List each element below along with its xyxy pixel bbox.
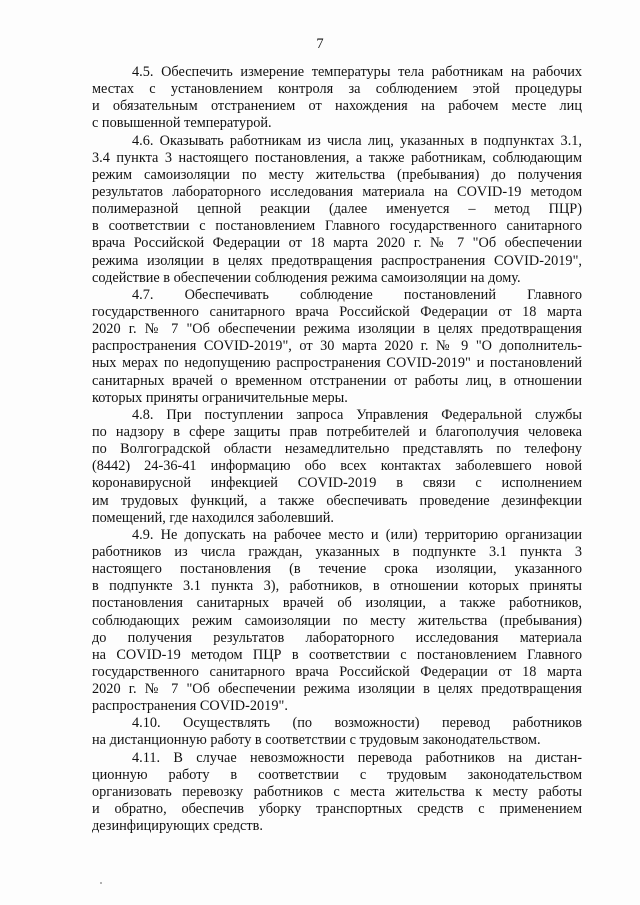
text-line: в соответствии с постановлением Главного государственного санитарного [92,218,582,235]
scan-speck [100,882,102,884]
text-line: которых приняты ограничительные меры. [92,389,348,406]
text-line: ционную работу в соответствии с трудовым законодательством [92,766,582,783]
text-line: соблюдающих режим самоизоляции по месту жительства (пребывания) [92,612,582,629]
text-line: работников из числа граждан, указанных в подпункте 3.1 пункта 3 [92,543,582,560]
text-line: ных мерах по недопущению распространения COVID-2019" и постановлений [92,355,582,372]
text-line: 4.5. Обеспечить измерение температуры тела работникам на рабочих [132,64,582,80]
text-line: помещений, где находился заболевший. [92,509,334,526]
text-line: 4.8. При поступлении запроса Управления Федеральной службы [132,406,582,423]
text-line: результатов лабораторного исследования материала на COVID-19 методом [92,183,582,200]
text-line: режима изоляции в целях предотвращения распространения COVID-2019", [92,252,582,269]
text-line: 2020 г. № 7 "Об обеспечении режима изоляции в целях предотвращения [92,681,582,698]
text-line: по надзору в сфере защиты прав потребителей и благополучия человека [92,423,582,440]
text-line: государственного санитарного врача Российской Федерации от 18 марта [92,303,582,320]
text-line: им трудовых функций, а также обеспечивать проведение дезинфекции [92,492,582,509]
paragraph-4-5 [92,64,582,133]
text-line: 4.11. В случае невозможности перевода работников на дистан- [132,749,582,766]
paragraph-4-6 [92,133,582,287]
paragraph-4-8 [92,407,582,527]
text-line: 4.6. Оказывать работникам из числа лиц, указанных в подпунктах 3.1, [132,132,582,149]
text-line: 2020 г. № 7 "Об обеспечении режима изоляции в целях предотвращения [92,321,582,338]
text-line: дезинфицирующих средств. [92,818,263,835]
text-line: коронавирусной инфекцией COVID-2019 в связи с исполнением [92,475,582,492]
text-line: распространения COVID-2019", от 30 марта 2020 г. № 9 "О дополнитель- [92,338,582,355]
text-line: государственного санитарного врача Российской Федерации от 18 марта [92,663,582,680]
text-line: на COVID-19 методом ПЦР в соответствии с постановлением Главного [92,646,582,663]
paragraph-4-10 [92,715,582,749]
page-number: 7 [316,36,324,52]
text-line: постановления санитарных врачей об изоляции, а также работников, [92,595,582,612]
text-line: до получения результатов лабораторного исследования материала [92,629,582,646]
paragraph-4-9 [92,527,582,716]
text-line: 4.7. Обеспечивать соблюдение постановлений Главного [132,286,582,303]
paragraph-4-11 [92,750,582,836]
text-line: режим самоизоляции по месту жительства (пребывания) до получения [92,166,582,183]
text-line: и обязательным отстранением от нахождения на рабочем месте лиц [92,98,582,115]
text-line: полимеразной цепной реакции (далее именуется – метод ПЦР) [92,201,582,218]
text-line: по Волгоградской области незамедлительно представлять по телефону [92,441,582,458]
text-line: (8442) 24-36-41 информацию обо всех контактах заболевшего новой [92,458,582,475]
text-line: 4.10. Осуществлять (по возможности) перевод работников [132,715,582,732]
text-line: содействие в обеспечении соблюдения режима самоизоляции на дому. [92,269,521,286]
text-line: 4.9. Не допускать на рабочее место и (или) территорию организации [132,526,582,543]
text-line: распространения COVID-2019". [92,698,288,715]
text-line: санитарных врачей о временном отстранении от работы лиц, в отношении [92,372,582,389]
text-line: 3.4 пункта 3 настоящего постановления, а также работникам, соблюдающим [92,149,582,166]
text-line: организовать перевозку работников с места жительства к месту работы [92,783,582,800]
text-line: врача Российской Федерации от 18 марта 2020 г. № 7 "Об обеспечении [92,235,582,252]
text-line: с повышенной температурой. [92,115,272,132]
text-line: на дистанционную работу в соответствии с трудовым законодательством. [92,732,541,749]
text-line: и обратно, обеспечив уборку транспортных средств с применением [92,801,582,818]
text-line: настоящего постановления (в течение срока изоляции, указанного [92,561,582,578]
document-body [92,64,582,835]
text-line: местах с установлением контроля за соблюдением этой процедуры [92,81,582,98]
paragraph-4-7 [92,287,582,407]
text-line: в подпункте 3.1 пункта 3), работников, в отношении которых приняты [92,578,582,595]
